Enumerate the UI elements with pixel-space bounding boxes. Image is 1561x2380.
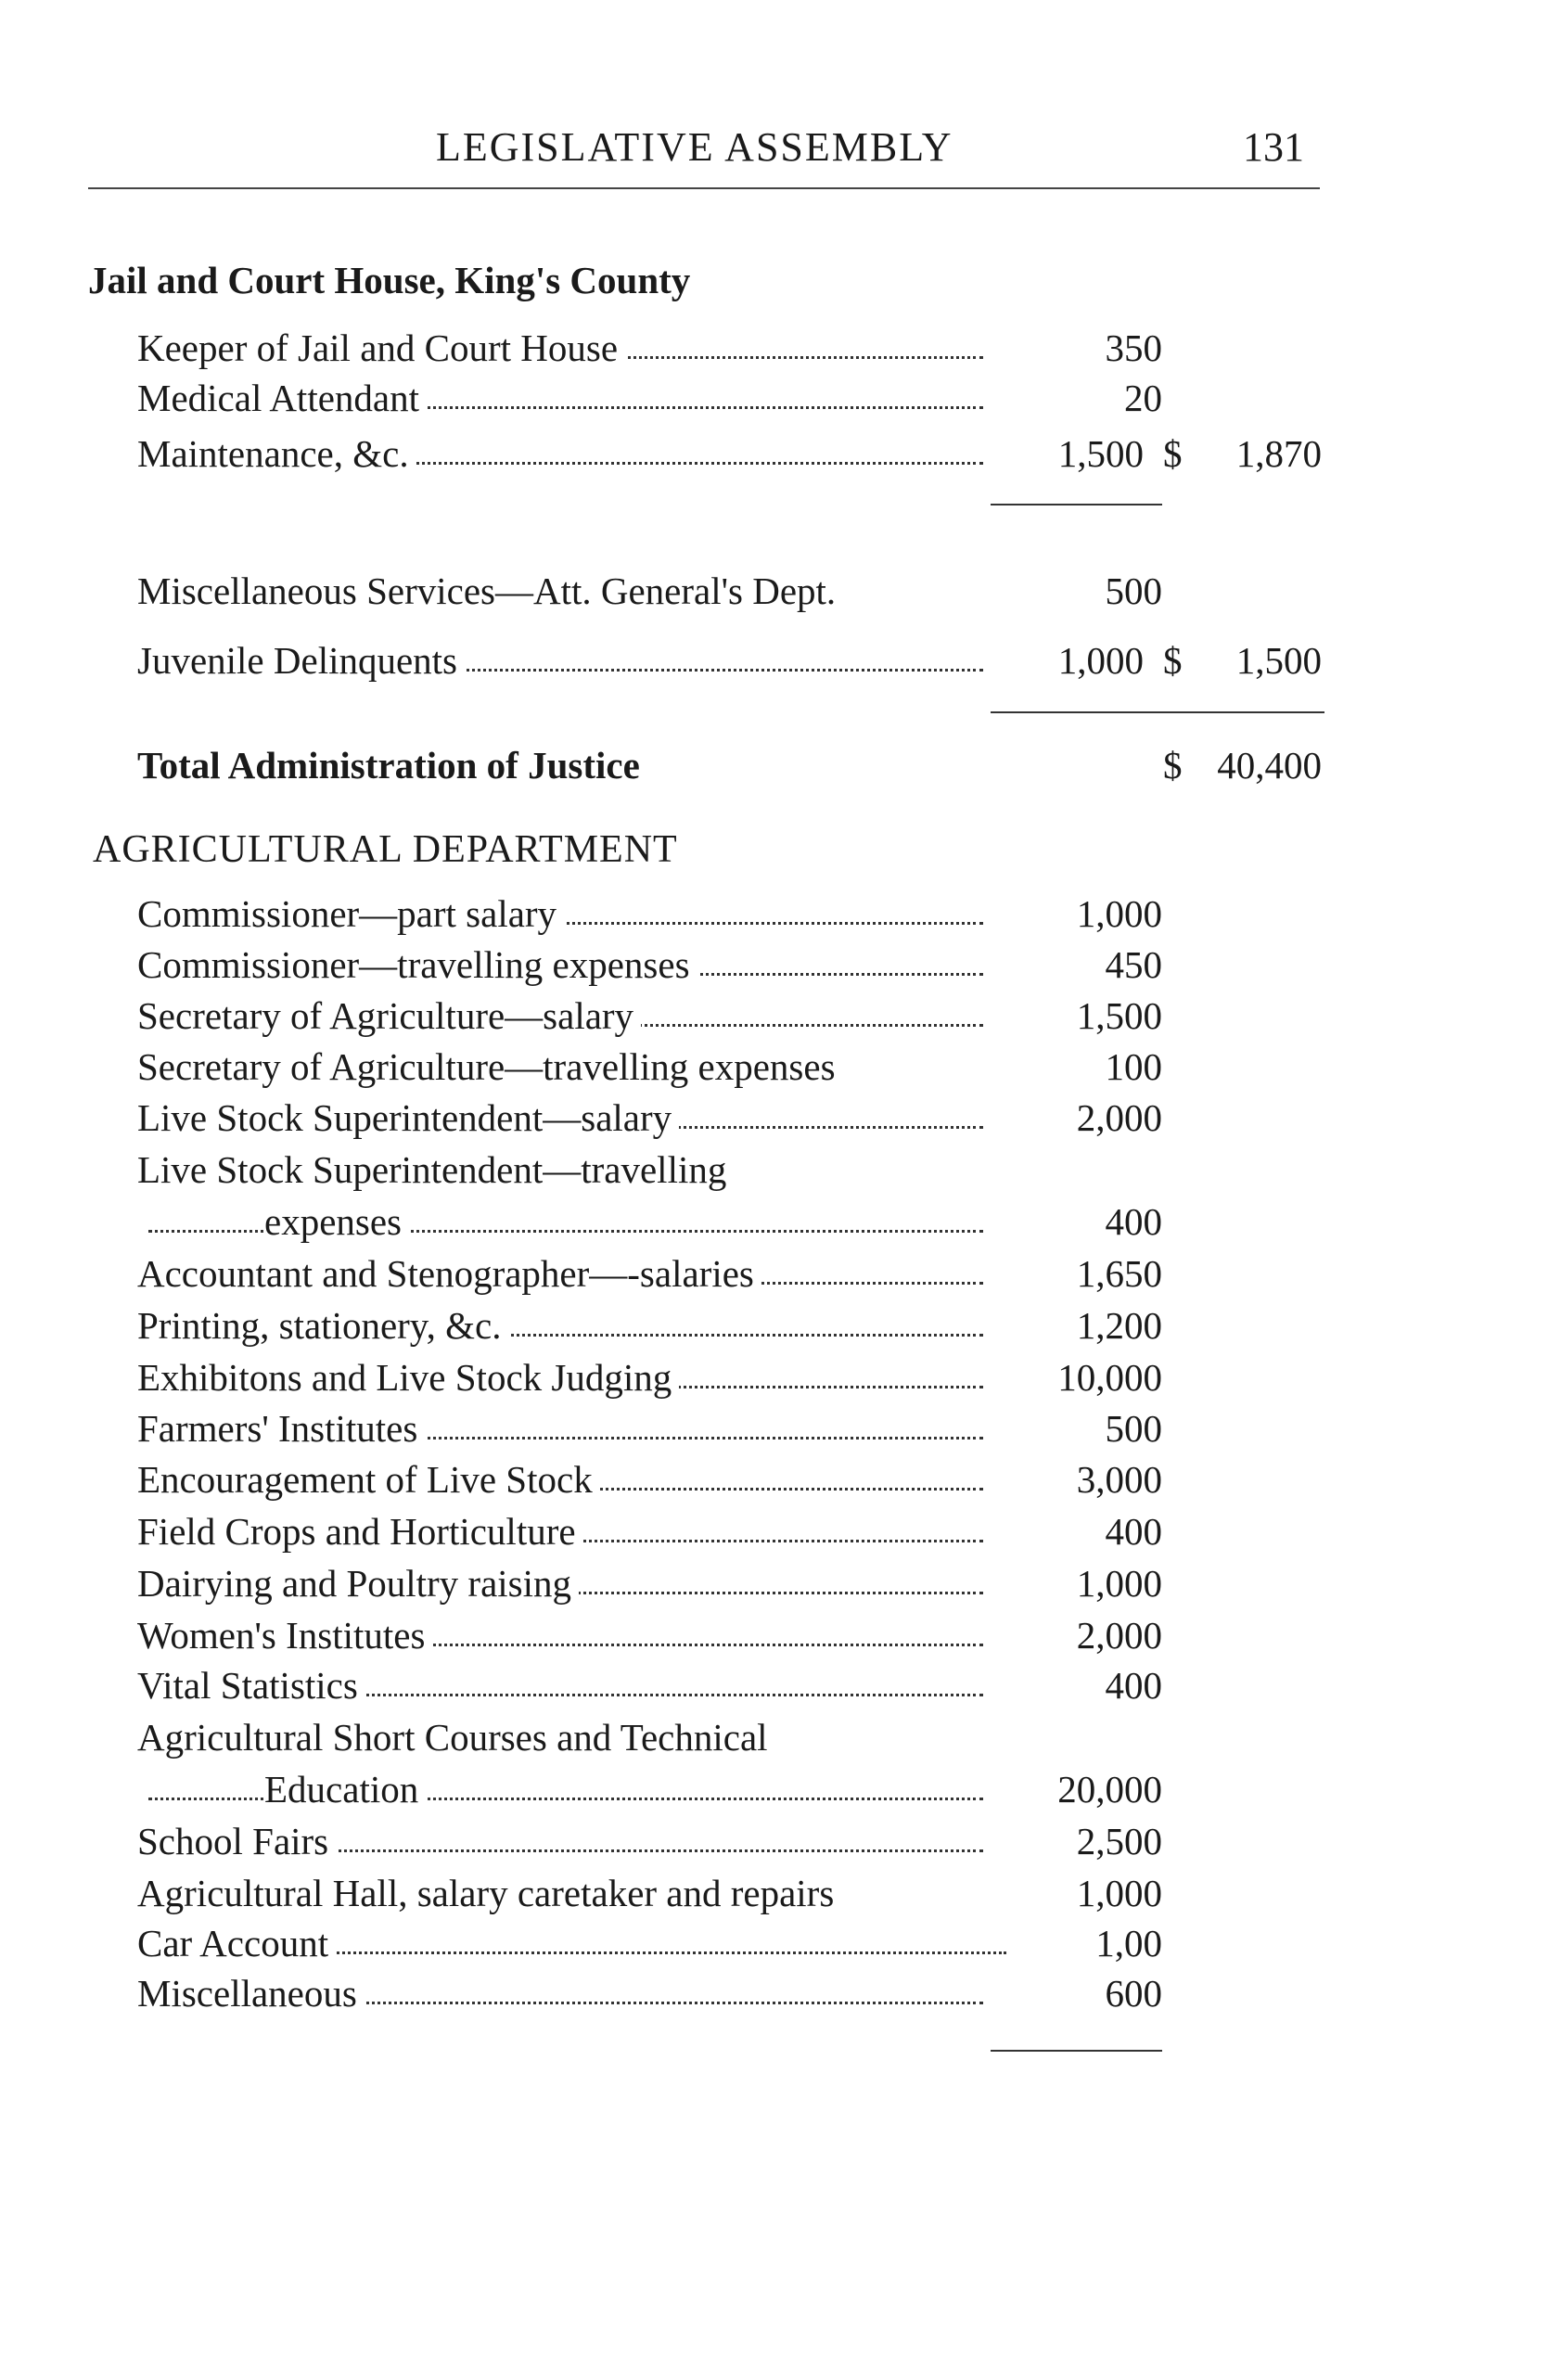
item-amount: 1,00: [1095, 1922, 1162, 1964]
item-amount: 2,000: [1076, 1614, 1162, 1657]
ledger-row: [0, 325, 1561, 371]
header-rule: [88, 187, 1320, 189]
item-amount: 450: [1105, 943, 1162, 986]
ledger-row: [0, 1354, 1561, 1401]
item-label: Maintenance, &c.: [137, 430, 416, 477]
item-label: Women's Institutes: [137, 1612, 432, 1658]
total-row: [0, 742, 1561, 788]
item-label: Car Account: [137, 1920, 336, 1966]
ledger-row: [0, 941, 1561, 988]
ledger-row: [0, 1508, 1561, 1555]
item-label: Live Stock Superintendent—travelling: [137, 1146, 734, 1193]
item-label: Dairying and Poultry raising: [137, 1560, 579, 1606]
ledger-row: [0, 1560, 1561, 1606]
ledger-row: [0, 1250, 1561, 1297]
item-amount: 3,000: [1076, 1458, 1162, 1501]
item-amount: 1,200: [1076, 1304, 1162, 1347]
running-header-title: LEGISLATIVE ASSEMBLY: [436, 124, 953, 170]
item-label: Farmers' Institutes: [137, 1405, 425, 1452]
item-amount: 1,500: [1076, 994, 1162, 1037]
item-label: Printing, stationery, &c.: [137, 1302, 508, 1349]
ledger-row: [0, 1766, 1561, 1812]
item-amount: 500: [1105, 1407, 1162, 1450]
item-amount: 1,650: [1076, 1252, 1162, 1295]
item-label: Medical Attendant: [137, 375, 427, 421]
item-label: Miscellaneous Services—Att. General's Dept.: [137, 568, 843, 614]
item-label: Juvenile Delinquents: [137, 637, 465, 684]
item-amount: 10,000: [1057, 1356, 1162, 1399]
item-amount: 400: [1105, 1510, 1162, 1553]
item-amount: 100: [1105, 1045, 1162, 1088]
item-amount: 1,000: [1076, 892, 1162, 935]
ledger-row: [0, 637, 1561, 684]
item-amount: 20: [1124, 377, 1162, 419]
section-heading-agriculture: AGRICULTURAL DEPARTMENT: [93, 828, 678, 871]
ledger-row: [0, 1714, 1561, 1760]
ledger-row: [0, 1612, 1561, 1658]
item-label: expenses: [264, 1198, 409, 1245]
ledger-row: [0, 1970, 1561, 2016]
item-label: Secretary of Agriculture—travelling expenses: [137, 1043, 843, 1090]
item-label: Secretary of Agriculture—salary: [137, 992, 641, 1039]
item-label: Education: [264, 1766, 426, 1812]
subtotal-amount: 1,870: [1235, 432, 1322, 475]
ledger-row: [0, 1405, 1561, 1452]
ledger-row: [0, 1302, 1561, 1349]
total-label: Total Administration of Justice: [137, 744, 640, 787]
ledger-row: [0, 1146, 1561, 1193]
item-label: Field Crops and Horticulture: [137, 1508, 583, 1555]
item-amount: 1,000: [1057, 639, 1144, 682]
subtotal-amount: 1,500: [1235, 639, 1322, 682]
item-amount: 1,000: [1076, 1872, 1162, 1914]
item-amount: 2,500: [1076, 1820, 1162, 1862]
item-label: Keeper of Jail and Court House: [137, 325, 625, 371]
ledger-row: [0, 1043, 1561, 1090]
item-amount: 2,000: [1076, 1096, 1162, 1139]
ledger-row: [0, 1870, 1561, 1916]
section-heading-jail: Jail and Court House, King's County: [88, 259, 691, 301]
item-amount: 400: [1105, 1200, 1162, 1243]
item-amount: 400: [1105, 1664, 1162, 1707]
currency-symbol: $: [1163, 639, 1183, 682]
item-label: Accountant and Stenographer—-salaries: [137, 1250, 761, 1297]
subtotal-rule: [991, 2050, 1162, 2052]
currency-symbol: $: [1163, 744, 1183, 787]
item-label: Agricultural Hall, salary caretaker and repairs: [137, 1870, 841, 1916]
ledger-row: [0, 1198, 1561, 1245]
item-amount: 500: [1105, 569, 1162, 612]
item-label: Encouragement of Live Stock: [137, 1456, 600, 1503]
item-label: Agricultural Short Courses and Technical: [137, 1714, 775, 1760]
subtotal-rule: [991, 711, 1324, 713]
ledger-row: [0, 1456, 1561, 1503]
item-label: Exhibitons and Live Stock Judging: [137, 1354, 679, 1401]
page-number: 131: [1243, 124, 1304, 170]
ledger-row: [0, 1662, 1561, 1708]
currency-symbol: $: [1163, 432, 1183, 475]
item-label: Live Stock Superintendent—salary: [137, 1094, 679, 1141]
ledger-row: [0, 992, 1561, 1039]
item-amount: 1,000: [1076, 1562, 1162, 1605]
total-amount: 40,400: [1217, 744, 1322, 787]
ledger-row: [0, 890, 1561, 937]
ledger-row: [0, 375, 1561, 421]
ledger-row: [0, 1094, 1561, 1141]
item-label: Commissioner—part salary: [137, 890, 564, 937]
item-amount: 20,000: [1057, 1768, 1162, 1811]
item-amount: 1,500: [1057, 432, 1144, 475]
item-label: Vital Statistics: [137, 1662, 365, 1708]
ledger-row: [0, 1818, 1561, 1864]
item-label: School Fairs: [137, 1818, 336, 1864]
ledger-row: [0, 430, 1561, 477]
item-label: Miscellaneous: [137, 1970, 365, 2016]
ledger-row: [0, 568, 1561, 614]
item-amount: 600: [1105, 1972, 1162, 2015]
item-amount: 350: [1105, 326, 1162, 369]
ledger-row: [0, 1920, 1561, 1966]
item-label: Commissioner—travelling expenses: [137, 941, 697, 988]
subtotal-rule: [991, 504, 1162, 505]
